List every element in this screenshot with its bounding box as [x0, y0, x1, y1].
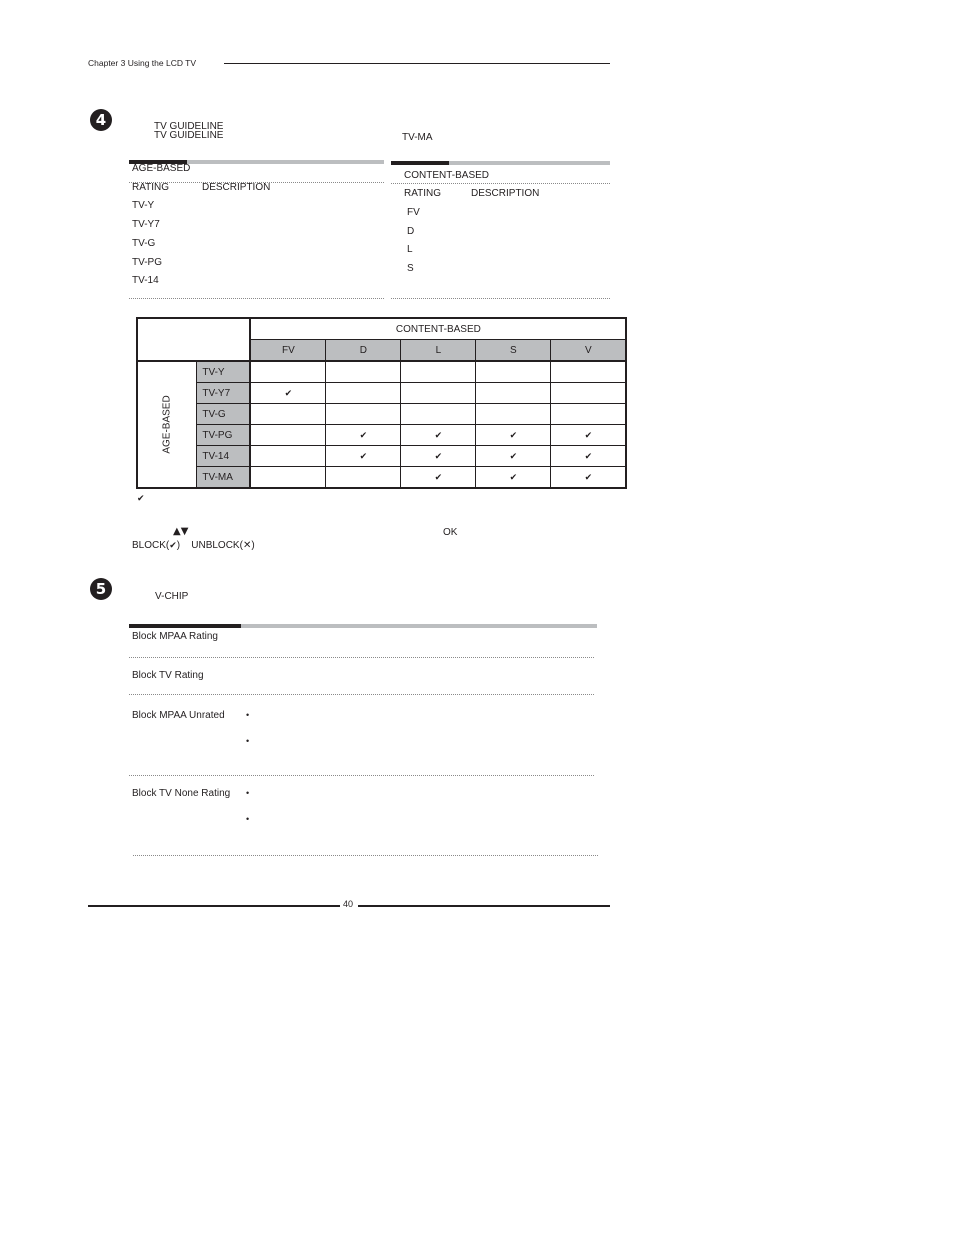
- age-col-rating: RATING: [132, 182, 170, 193]
- check-icon: ✔: [584, 430, 593, 441]
- content-rating-item: L: [407, 244, 413, 255]
- block-check-icon: ✔: [169, 541, 177, 551]
- grid-col-header: V: [551, 340, 627, 362]
- unblock-x-icon: ✕: [242, 540, 252, 551]
- grid-cell: [476, 361, 551, 383]
- grid-cell: [476, 404, 551, 425]
- grid-col-header: FV: [250, 340, 326, 362]
- vchip-item-block-tv-rating: Block TV Rating: [132, 670, 204, 681]
- grid-cell: [551, 383, 627, 404]
- age-rating-item: TV-PG: [132, 257, 163, 268]
- step-5-title: V-CHIP: [155, 591, 189, 602]
- vchip-bar-dark: [129, 624, 241, 628]
- grid-cell: [476, 446, 551, 467]
- grid-age-header: [137, 361, 197, 488]
- content-rating-item: D: [407, 226, 415, 237]
- grid-cell: [476, 383, 551, 404]
- grid-cell: [551, 361, 627, 383]
- content-col-description: DESCRIPTION: [471, 188, 540, 199]
- grid-col-header: L: [401, 340, 476, 362]
- grid-row: [137, 446, 626, 467]
- tv-ma-note: TV-MA: [402, 132, 433, 143]
- vchip-item-block-tv-none-rating: Block TV None Rating: [132, 788, 231, 799]
- vchip-item-block-mpaa-rating: Block MPAA Rating: [132, 631, 218, 642]
- grid-cell: [401, 361, 476, 383]
- vchip-divider: [129, 694, 594, 695]
- unblock-label: UNBLOCK(: [191, 540, 243, 551]
- grid-cell: [401, 383, 476, 404]
- age-panel-bottom-rule: [129, 298, 384, 299]
- grid-cell: [551, 404, 627, 425]
- check-icon: ✔: [359, 451, 368, 462]
- grid-row: [137, 467, 626, 489]
- page-number: 40: [343, 899, 354, 909]
- grid-cell: [250, 446, 326, 467]
- grid-cell: [401, 425, 476, 446]
- step-5-badge: 5: [90, 578, 112, 600]
- grid-row: [137, 404, 626, 425]
- grid-row: [137, 361, 626, 383]
- check-icon: ✔: [434, 451, 443, 462]
- check-icon: ✔: [584, 472, 593, 483]
- grid-row-label: TV-Y7: [197, 383, 251, 404]
- content-panel-bar-dark: [391, 161, 449, 165]
- vchip-item-block-mpaa-unrated: Block MPAA Unrated: [132, 710, 225, 721]
- grid-row-label: TV-Y: [197, 361, 251, 383]
- grid-row: [137, 425, 626, 446]
- footer-rule-right: [358, 905, 610, 907]
- grid-cell: [326, 361, 401, 383]
- check-icon: ✔: [434, 472, 443, 483]
- content-panel-bar-light: [449, 161, 610, 165]
- age-rating-item: TV-Y: [132, 200, 155, 211]
- grid-cell: [326, 467, 401, 489]
- grid-col-header: S: [476, 340, 551, 362]
- content-col-rating: RATING: [404, 188, 442, 199]
- grid-cell: [250, 425, 326, 446]
- grid-row-label: TV-G: [197, 404, 251, 425]
- step-4-title-line2: TV GUIDELINE: [154, 130, 224, 141]
- age-rating-item: TV-G: [132, 238, 156, 249]
- nav-arrows-icon: ▲▼: [173, 526, 189, 537]
- grid-cell: [326, 404, 401, 425]
- grid-corner: [137, 318, 250, 361]
- grid-cell: [551, 446, 627, 467]
- bullet-icon: •: [246, 736, 250, 746]
- ok-button-label: OK: [443, 527, 458, 538]
- content-panel-bottom-rule: [391, 298, 610, 299]
- grid-cell: [476, 425, 551, 446]
- grid-age-header-label: AGE-BASED: [161, 395, 173, 454]
- grid-row-label: TV-14: [197, 446, 251, 467]
- grid-row-label: TV-MA: [197, 467, 251, 489]
- bullet-icon: •: [246, 788, 250, 798]
- step-4-badge: 4: [90, 109, 112, 131]
- content-panel-divider: [391, 183, 610, 184]
- grid-cell: [326, 383, 401, 404]
- step-4-title-line1: TV GUIDELINE: [154, 121, 224, 132]
- content-panel-heading: CONTENT-BASED: [404, 170, 490, 181]
- vchip-bottom-rule: [133, 855, 598, 856]
- rating-grid: [136, 317, 627, 489]
- chapter-header: Chapter 3 Using the LCD TV: [88, 58, 197, 68]
- age-panel-bar-light: [187, 160, 384, 164]
- grid-cell: [551, 467, 627, 489]
- grid-col-header: D: [326, 340, 401, 362]
- check-icon: ✔: [434, 430, 443, 441]
- block-label: BLOCK(: [132, 540, 170, 551]
- vchip-bar-light: [241, 624, 597, 628]
- vchip-divider: [129, 657, 594, 658]
- grid-cell: [326, 446, 401, 467]
- grid-cell: [401, 467, 476, 489]
- check-icon: ✔: [509, 451, 518, 462]
- block-close: ): [176, 540, 181, 551]
- step-4-title: [154, 122, 223, 140]
- age-rating-item: TV-14: [132, 275, 159, 286]
- content-rating-item: S: [407, 263, 414, 274]
- block-unblock-legend: [132, 540, 255, 551]
- age-col-description: DESCRIPTION: [202, 182, 271, 193]
- footer-rule-left: [88, 905, 340, 907]
- bullet-icon: •: [246, 814, 250, 824]
- grid-cell: [250, 383, 326, 404]
- legend-check-icon: ✔: [137, 494, 145, 504]
- age-rating-item: TV-Y7: [132, 219, 160, 230]
- grid-row-label: TV-PG: [197, 425, 251, 446]
- check-icon: ✔: [584, 451, 593, 462]
- check-icon: ✔: [509, 430, 518, 441]
- vchip-divider: [129, 775, 594, 776]
- grid-cell: [401, 446, 476, 467]
- check-icon: ✔: [284, 388, 293, 399]
- grid-cell: [551, 425, 627, 446]
- content-rating-item: FV: [407, 207, 420, 218]
- grid-cell: [250, 467, 326, 489]
- grid-cell: [250, 361, 326, 383]
- grid-cell: [476, 467, 551, 489]
- check-icon: ✔: [509, 472, 518, 483]
- check-icon: ✔: [359, 430, 368, 441]
- grid-content-header: CONTENT-BASED: [250, 318, 626, 340]
- grid-cell: [401, 404, 476, 425]
- unblock-close: ): [251, 540, 255, 551]
- header-rule: [224, 63, 610, 64]
- grid-cell: [326, 425, 401, 446]
- age-panel-heading: AGE-BASED: [132, 163, 191, 174]
- grid-row: [137, 383, 626, 404]
- grid-cell: [250, 404, 326, 425]
- bullet-icon: •: [246, 710, 250, 720]
